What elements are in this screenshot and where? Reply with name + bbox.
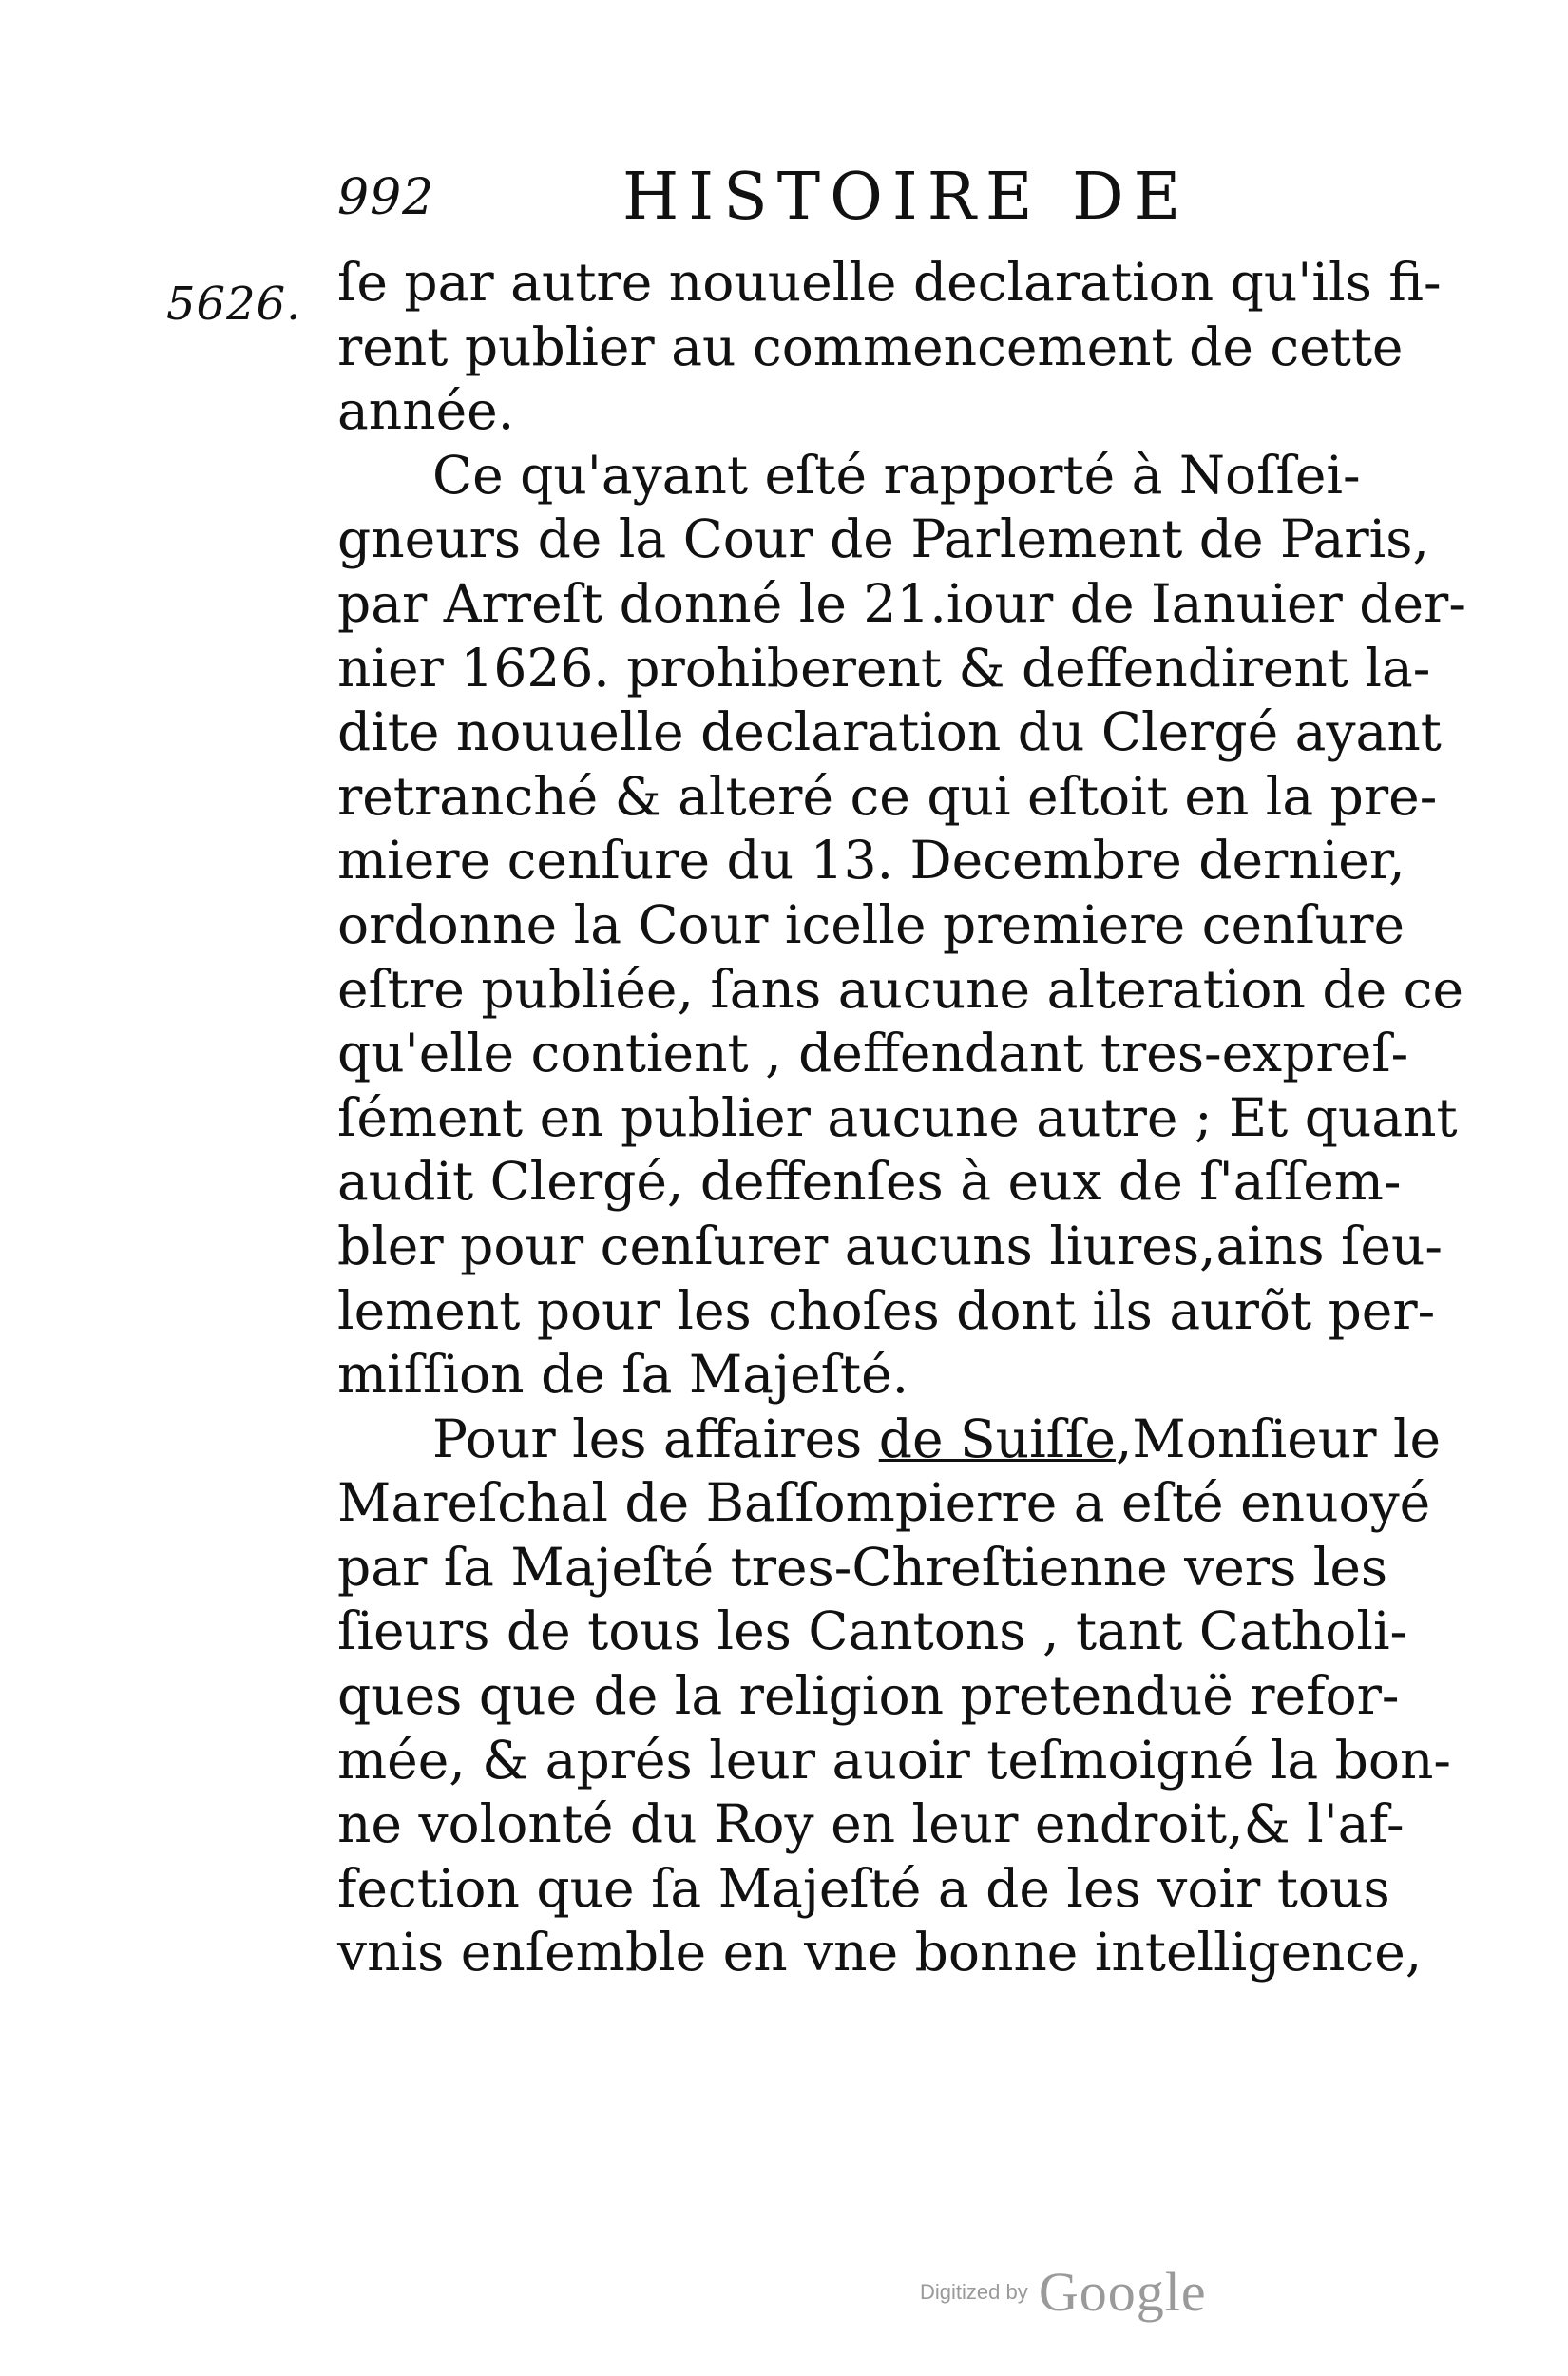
text-fragment: ,Monſieur le [1115, 1408, 1442, 1469]
text-line: retranché & alteré ce qui eſtoit en la pre- [337, 765, 1438, 827]
running-title: HISTOIRE DE [622, 160, 1191, 235]
paragraph-first-line [337, 1408, 1463, 1472]
text-line: ſément en publier aucune autre ; Et quant [337, 1086, 1458, 1148]
digitized-watermark [920, 2260, 1207, 2324]
text-line: année. [337, 380, 515, 442]
text-line: bler pour cenſurer aucuns liures,ains ſeu- [337, 1215, 1443, 1276]
margin-year-note: 5626. [166, 278, 302, 331]
page-number: 992 [337, 169, 435, 226]
running-header [337, 160, 1269, 236]
text-line: ordonne la Cour icelle premiere cenſure [337, 893, 1405, 955]
text-line: ne volonté du Roy en leur endroit,& l'af- [337, 1793, 1405, 1855]
text-line: Mareſchal de Baſſompierre a eſté enuoyé [337, 1472, 1431, 1534]
text-line: vnis enſemble en vne bonne intelligence, [337, 1922, 1423, 1983]
text-line: eſtre publiée, ſans aucune alteration de ce [337, 958, 1463, 1020]
text-line: dite nouuelle declaration du Clergé ayant [337, 701, 1442, 763]
text-line: ſe par autre nouuelle declaration qu'ils fi- [337, 252, 1442, 313]
text-line: rent publier au commencement de cette [337, 316, 1404, 377]
text-line: par Arreſt donné le 21.iour de Ianuier der- [337, 572, 1466, 634]
paragraph-first-line: Ce qu'ayant eſté rapporté à Noſſei- [432, 444, 1361, 506]
text-line: mée, & aprés leur auoir teſmoigné la bon- [337, 1729, 1451, 1791]
text-line: qu'elle contient , deffendant tres-expreſ- [337, 1023, 1409, 1084]
text-line: ques que de la religion pretenduë refor- [337, 1665, 1400, 1727]
text-line: fection que ſa Majeſté a de les voir tous [337, 1857, 1390, 1919]
underlined-phrase: de Suiſſe [878, 1408, 1116, 1469]
text-fragment: Pour les affaires [432, 1408, 879, 1469]
text-line: lement pour les choſes dont ils aurõt per- [337, 1279, 1436, 1341]
body-text [337, 251, 1466, 1985]
text-line: par ſa Majeſté tres-Chreſtienne vers les [337, 1536, 1388, 1598]
text-line: miſſion de ſa Majeſté. [337, 1344, 909, 1406]
text-line: nier 1626. prohiberent & deffendirent la- [337, 637, 1431, 699]
text-line: miere cenſure du 13. Decembre dernier, [337, 830, 1405, 891]
text-line: gneurs de la Cour de Parlement de Paris, [337, 508, 1429, 570]
watermark-prefix: Digitized by [920, 2279, 1028, 2304]
text-line: ſieurs de tous les Cantons , tant Catholi- [337, 1600, 1408, 1662]
google-logo: Google [1038, 2261, 1207, 2323]
text-line: audit Clergé, deffenſes à eux de ſ'aſſem- [337, 1151, 1402, 1213]
